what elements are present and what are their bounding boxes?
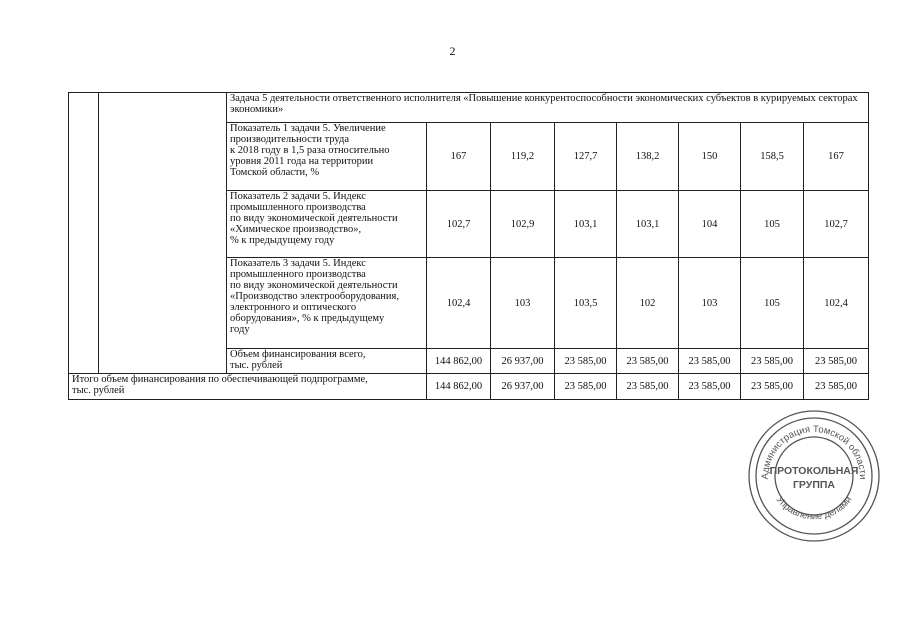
value-cell: 23 585,00 bbox=[617, 349, 679, 374]
value-cell: 103 bbox=[491, 258, 555, 349]
total-row bbox=[69, 374, 869, 400]
value-cell: 103 bbox=[679, 258, 741, 349]
value-cell: 102,4 bbox=[804, 258, 869, 349]
label-line: Итого объем финансирования по обеспечивающей подпрограмме, bbox=[72, 374, 368, 385]
task5-header-row bbox=[69, 93, 869, 123]
value-cell: 138,2 bbox=[617, 123, 679, 191]
label-line: оборудования», % к предыдущему bbox=[230, 313, 385, 324]
label-line: тыс. рублей bbox=[230, 360, 283, 371]
value-cell: 127,7 bbox=[555, 123, 617, 191]
stamp-outer-text: Администрация Томской области bbox=[759, 423, 869, 480]
value-cell: 144 862,00 bbox=[427, 374, 491, 400]
value-cell: 103,1 bbox=[555, 191, 617, 258]
label-line: Показатель 1 задачи 5. Увеличение bbox=[230, 123, 386, 134]
protocol-group-stamp bbox=[746, 408, 882, 544]
label-line: промышленного производства bbox=[230, 269, 366, 280]
label-line: производительности труда bbox=[230, 134, 350, 145]
value-cell: 26 937,00 bbox=[491, 374, 555, 400]
label-line: % к предыдущему году bbox=[230, 235, 335, 246]
value-cell: 23 585,00 bbox=[741, 349, 804, 374]
value-cell: 104 bbox=[679, 191, 741, 258]
label-line: Показатель 2 задачи 5. Индекс bbox=[230, 191, 366, 202]
stamp-line-1: ПРОТОКОЛЬНАЯ bbox=[769, 465, 859, 477]
value-cell: 102,4 bbox=[427, 258, 491, 349]
value-cell: 105 bbox=[741, 191, 804, 258]
value-cell: 158,5 bbox=[741, 123, 804, 191]
value-cell: 23 585,00 bbox=[555, 349, 617, 374]
financing-table bbox=[68, 92, 869, 400]
value-cell: 23 585,00 bbox=[741, 374, 804, 400]
indicator-label bbox=[227, 191, 427, 258]
value-cell: 23 585,00 bbox=[617, 374, 679, 400]
label-line: по виду экономической деятельности bbox=[230, 280, 398, 291]
value-cell: 119,2 bbox=[491, 123, 555, 191]
value-cell: 105 bbox=[741, 258, 804, 349]
label-line: промышленного производства bbox=[230, 202, 366, 213]
value-cell: 23 585,00 bbox=[555, 374, 617, 400]
empty-cell-number bbox=[69, 93, 99, 374]
label-line: электронного и оптического bbox=[230, 302, 357, 313]
stamp-bottom-text: Управление делами bbox=[773, 494, 855, 523]
indicator-label bbox=[227, 123, 427, 191]
value-cell: 144 862,00 bbox=[427, 349, 491, 374]
value-cell: 102,9 bbox=[491, 191, 555, 258]
label-line: «Производство электрооборудования, bbox=[230, 291, 399, 302]
label-line: году bbox=[230, 324, 250, 335]
value-cell: 167 bbox=[427, 123, 491, 191]
label-line: к 2018 году в 1,5 раза относительно bbox=[230, 145, 390, 156]
value-cell: 102,7 bbox=[427, 191, 491, 258]
value-cell: 102,7 bbox=[804, 191, 869, 258]
value-cell: 23 585,00 bbox=[804, 349, 869, 374]
stamp-line-2: ГРУППА bbox=[792, 479, 836, 491]
label-line: уровня 2011 года на территории bbox=[230, 156, 374, 167]
task5-header: Задача 5 деятельности ответственного исполнителя «Повышение конкурентоспособности экономических субъектов в курируемых секторах экономики» bbox=[227, 93, 869, 123]
label-line: по виду экономической деятельности bbox=[230, 213, 398, 224]
value-cell: 102 bbox=[617, 258, 679, 349]
value-cell: 23 585,00 bbox=[804, 374, 869, 400]
value-cell: 26 937,00 bbox=[491, 349, 555, 374]
label-line: Объем финансирования всего, bbox=[230, 349, 366, 360]
label-line: тыс. рублей bbox=[72, 385, 125, 396]
label-line: Показатель 3 задачи 5. Индекс bbox=[230, 258, 366, 269]
value-cell: 103,5 bbox=[555, 258, 617, 349]
value-cell: 23 585,00 bbox=[679, 374, 741, 400]
empty-cell-name bbox=[99, 93, 227, 374]
value-cell: 23 585,00 bbox=[679, 349, 741, 374]
value-cell: 150 bbox=[679, 123, 741, 191]
value-cell: 167 bbox=[804, 123, 869, 191]
label-line: Томской области, % bbox=[230, 167, 320, 178]
indicator-label bbox=[227, 349, 427, 374]
value-cell: 103,1 bbox=[617, 191, 679, 258]
indicator-label bbox=[227, 258, 427, 349]
page-number: 2 bbox=[449, 44, 456, 58]
total-label bbox=[69, 374, 427, 400]
label-line: «Химическое производство», bbox=[230, 224, 362, 235]
